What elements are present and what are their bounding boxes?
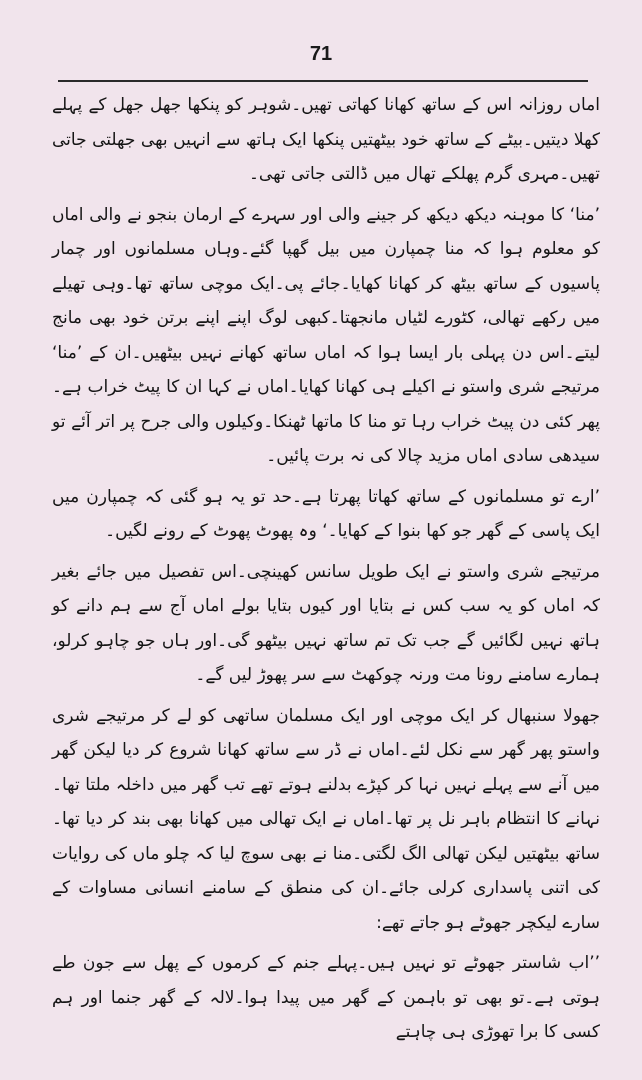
- paragraph: ’منا‘ کا موہنہ دیکھ دیکھ کر جینے والی اور سہرے کے ارمان بنجو نے والی اماں کو معلوم ہوا کہ منا چمپارن میں بیل گھپا گئے۔وہاں مسلمانوں اور چمار پاسیوں کے ساتھ بیٹھ کر کھانا کھایا۔جائے پی۔ایک موچی ساتھ تھا۔وہی تھیلے میں رکھے تھالی، کٹورے لٹیاں مانجھتا۔کبھی لوگ اپنے اپنے برتن خود بھی مانج لیتے۔اس دن پہلی بار ایسا ہوا کہ اماں ساتھ کھانے نہیں بیٹھیں۔ان کے ’منا‘ مرتیجے شری واستو نے اکیلے ہی کھانا کھایا۔اماں نے کہا ان کا پیٹ خراب ہے۔پھر کئی دن پیٹ خراب رہا تو منا کا ماتھا ٹھنکا۔وکیلوں والی جرح پر اتر آئے تو سیدھی سادی اماں مزید چالا کی نہ برت پائیں۔: [52, 204, 600, 466]
- header-rule: [58, 80, 588, 82]
- paragraph: جھولا سنبھال کر ایک موچی اور ایک مسلمان ساتھی کو لے کر مرتیجے شری واستو پھر گھر سے نکل لئے۔اماں نے ڈر سے ساتھ کھانا شروع کر دیا لیکن گھر میں آنے سے پہلے نہیں نہا کر کپڑے بدلنے ہوتے تھے تب گھر میں داخلہ ملتا تھا۔نہانے کا انتظام باہر نل پر تھا۔اماں نے ایک تھالی میں کھانا بھی بند کر دیا تھا۔ساتھ بیٹھتیں لیکن تھالی الگ لگتی۔منا نے بھی سوچ لیا کہ چلو ماں کی روایات کی اتنی پاسداری کرلی جائے۔ان کی منطق کے سامنے انسانی مساوات کے سارے لیکچر جھوٹے ہو جاتے تھے:: [52, 705, 600, 933]
- page-number: 71: [309, 43, 333, 65]
- paragraph: ’ارے تو مسلمانوں کے ساتھ کھاتا پھرتا ہے۔حد تو یہ ہو گئی کہ چمپارن میں ایک پاسی کے گھر جو کھا بنوا کے کھایا۔‘ وہ پھوٹ پھوٹ کے رونے لگیں۔: [52, 486, 600, 541]
- paragraph: مرتیجے شری واستو نے ایک طویل سانس کھینچی۔اس تفصیل میں جائے بغیر کہ اماں کو یہ سب کس نے بتایا اور کیوں بتایا بولے اماں آج سے ہم دانے کو ہاتھ نہیں لگائیں گے جب تک تم ساتھ نہیں بیٹھو گی۔اور ہاں جو چاہو کرلو، ہمارے سامنے رونا مت ورنہ چوکھٹ سے سر پھوڑ لیں گے۔: [52, 561, 600, 685]
- page-body-text: [52, 88, 600, 1056]
- quotation-paragraph: ’’اب شاستر جھوٹے تو نہیں ہیں۔پہلے جنم کے کرموں کے پھل سے جون طے ہوتی ہے۔تو بھی تو باہمن کے گھر میں پیدا ہوا۔لالہ کے گھر جنما اور ہم کسی کا برا تھوڑی ہی چاہتے: [52, 953, 600, 1042]
- paragraph: اماں روزانہ اس کے ساتھ کھانا کھاتی تھیں۔شوہر کو پنکھا جھل جھل کے پہلے کھلا دیتیں۔بیٹے کے ساتھ خود بیٹھتیں پنکھا ایک ہاتھ سے انہیں بھی جھلتی جاتی تھیں۔مہری گرم پھلکے تھال میں ڈالتی جاتی تھی۔: [52, 95, 600, 184]
